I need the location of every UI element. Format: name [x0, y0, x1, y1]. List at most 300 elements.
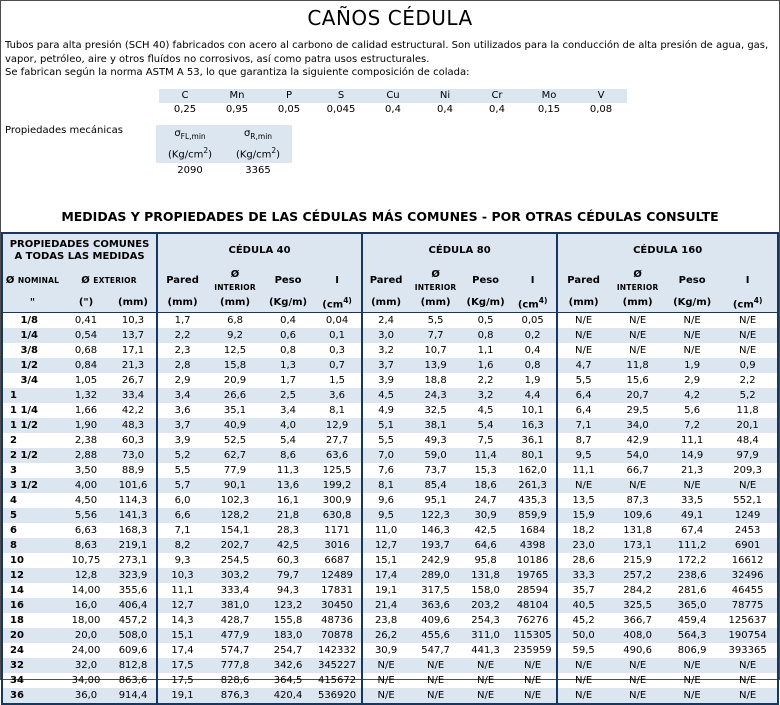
table-cell: N/E [666, 478, 718, 493]
table-cell: 1249 [718, 508, 778, 523]
table-cell: 12,7 [362, 538, 409, 553]
row-nominal-diameter: 18 [10, 615, 24, 627]
unit-inertia-prefix: (cm [517, 299, 539, 311]
table-cell: 0,4 [280, 315, 296, 327]
table-cell: 42,5 [263, 538, 313, 553]
table-row [2, 403, 778, 418]
table-cell: 10,3 [121, 315, 145, 327]
table-cell: 102,3 [220, 495, 250, 507]
table-cell: 131,8 [462, 568, 509, 583]
table-cell: 325,5 [609, 598, 666, 613]
table-cell: 547,7 [421, 645, 450, 657]
table-cell: 4,5 [477, 405, 494, 417]
table-cell: 859,9 [509, 508, 557, 523]
table-cell: 7,1 [157, 523, 207, 538]
table-cell: 20,9 [223, 375, 247, 387]
table-cell: N/E [557, 343, 609, 358]
table-cell: 6,63 [74, 525, 98, 537]
table-cell: 552,1 [733, 495, 762, 507]
table-cell: 2,88 [62, 448, 110, 463]
table-cell: 79,7 [263, 568, 313, 583]
table-cell: 48,3 [110, 418, 157, 433]
table-cell: 66,7 [626, 465, 649, 477]
unit-peso: (Kg/m) [462, 294, 509, 313]
table-cell: 209,3 [733, 465, 762, 477]
table-cell: 18,6 [462, 478, 509, 493]
table-row [2, 328, 778, 343]
table-cell: 257,2 [609, 568, 666, 583]
table-cell: 125637 [728, 615, 767, 627]
table-cell: 33,3 [557, 568, 609, 583]
table-cell: 168,3 [118, 525, 148, 537]
composition-element-header: C [159, 89, 211, 103]
table-cell: 193,7 [409, 538, 462, 553]
table-row [2, 478, 778, 493]
table-cell: 28594 [516, 585, 549, 597]
table-row [2, 493, 778, 508]
col-header-peso: Peso [666, 268, 718, 294]
table-cell: 59,0 [409, 448, 462, 463]
table-cell: N/E [362, 688, 409, 704]
table-cell: 73,7 [424, 465, 447, 477]
table-cell: N/E [739, 315, 757, 327]
table-cell: 15,8 [207, 358, 263, 373]
composition-element-header: Ni [419, 89, 471, 103]
table-cell: 0,7 [313, 358, 362, 373]
column-name-row [2, 268, 778, 294]
table-cell: 12489 [313, 568, 362, 583]
table-cell: 2,38 [74, 435, 98, 447]
table-cell: 20,0 [62, 628, 110, 643]
table-cell: 381,0 [207, 598, 263, 613]
table-cell: 10,7 [424, 345, 447, 357]
table-cell: N/E [609, 658, 666, 673]
table-row [2, 343, 778, 358]
table-cell: N/E [718, 688, 778, 704]
row-nominal-diameter: 34 [10, 675, 24, 687]
table-cell: 0,5 [477, 315, 494, 327]
table-cell: 15,6 [626, 375, 649, 387]
table-cell: 490,6 [623, 645, 652, 657]
table-cell: 70878 [313, 628, 362, 643]
table-cell: 2453 [734, 525, 761, 537]
table-cell: 128,2 [207, 508, 263, 523]
table-cell: 95,8 [474, 555, 497, 567]
composition-element-value: 0,4 [437, 104, 453, 115]
mechanical-value-row [156, 163, 292, 179]
table-cell: 42,9 [626, 435, 649, 447]
table-cell: 85,4 [409, 478, 462, 493]
table-cell: 32,0 [62, 658, 110, 673]
composition-element-header: Cr [471, 89, 523, 103]
table-cell: 8,7 [557, 433, 609, 448]
table-cell: N/E [462, 688, 509, 704]
row-nominal-diameter: 5 [2, 508, 62, 523]
diameter-qualifier: INTERIOR [616, 282, 659, 292]
mechanical-header-row [156, 125, 292, 163]
col-header-peso: Peso [462, 268, 509, 294]
table-cell: 158,0 [471, 585, 500, 597]
table-cell: 5,2 [157, 448, 207, 463]
table-cell: 0,6 [263, 328, 313, 343]
table-cell: 235959 [513, 645, 552, 657]
table-cell: 4,9 [362, 403, 409, 418]
table-cell: 4,2 [666, 388, 718, 403]
table-cell: N/E [362, 673, 409, 688]
table-cell: 172,2 [677, 555, 707, 567]
table-cell: 11,3 [276, 465, 300, 477]
row-nominal-diameter: 24 [10, 645, 24, 657]
table-cell: 142332 [317, 645, 357, 657]
table-cell: 1,66 [74, 405, 98, 417]
table-cell: 609,6 [118, 645, 148, 657]
table-cell: 12,7 [157, 598, 207, 613]
table-cell: 459,4 [677, 615, 707, 627]
table-row [2, 418, 778, 433]
table-cell: 0,68 [74, 345, 98, 357]
row-nominal-diameter: 1/2 [2, 358, 62, 373]
table-cell: 97,9 [718, 448, 778, 463]
table-cell: 13,6 [263, 478, 313, 493]
table-cell: 87,3 [626, 495, 649, 507]
composition-element-header: P [263, 89, 315, 103]
unit-pared: (mm) [157, 294, 207, 313]
table-cell: 26,7 [121, 375, 145, 387]
table-cell: 17831 [321, 585, 353, 597]
table-cell: N/E [718, 658, 778, 673]
table-cell: 7,5 [477, 435, 494, 447]
table-cell: 1,5 [329, 375, 345, 387]
main-table [1, 232, 779, 705]
table-cell: 333,4 [220, 585, 250, 597]
table-group-header: CÉDULA 80 [362, 233, 557, 268]
sigma-fl-min-unit: $(Kg/cm^2)$ [167, 145, 213, 160]
table-cell: 15,3 [474, 465, 497, 477]
table-cell: N/E [629, 315, 647, 327]
row-nominal-diameter: 3 1/2 [2, 478, 62, 493]
table-cell: 16,3 [509, 418, 557, 433]
table-cell: 154,1 [220, 525, 250, 537]
table-cell: 3,6 [313, 388, 362, 403]
row-nominal-diameter: 8 [2, 538, 62, 553]
table-cell: 63,6 [313, 448, 362, 463]
table-cell: 40,9 [207, 418, 263, 433]
table-cell: N/E [509, 688, 557, 704]
table-cell: 345227 [313, 658, 362, 673]
table-cell: 42,2 [121, 405, 145, 417]
table-cell: 508,0 [110, 628, 157, 643]
diameter-symbol: Ø [230, 268, 240, 280]
unit-exterior-in: (") [62, 294, 110, 313]
table-cell: 29,5 [626, 405, 649, 417]
row-nominal-diameter: 32 [2, 658, 62, 673]
table-cell: N/E [718, 478, 778, 493]
table-cell: 406,4 [110, 598, 157, 613]
table-cell: 242,9 [421, 555, 450, 567]
diameter-qualifier: INTERIOR [414, 282, 457, 292]
table-cell: 13,7 [110, 328, 157, 343]
table-cell: 3,2 [462, 388, 509, 403]
table-cell: N/E [476, 675, 495, 687]
unit-inertia [718, 294, 778, 313]
table-cell: 67,4 [680, 525, 704, 537]
table-cell: 2,2 [477, 375, 494, 387]
table-cell: 0,05 [521, 315, 544, 327]
row-nominal-diameter: 2 [10, 435, 17, 447]
row-nominal-diameter: 20 [2, 628, 62, 643]
table-row [2, 538, 778, 553]
table-cell: 828,6 [220, 675, 250, 687]
table-cell: 3,2 [362, 343, 409, 358]
table-cell: 3,7 [362, 358, 409, 373]
table-cell: 254,7 [273, 645, 303, 657]
unit-inertia-prefix: (cm [322, 299, 344, 311]
table-cell: 49,3 [424, 435, 447, 447]
table-cell: 42,5 [474, 525, 497, 537]
table-cell: 6,8 [227, 315, 243, 327]
col-header-interior [207, 268, 263, 294]
table-cell: 1,32 [62, 388, 110, 403]
table-cell: 6901 [718, 538, 778, 553]
table-cell: 435,3 [518, 495, 547, 507]
diameter-qualifier: NOMINAL [17, 276, 60, 286]
table-cell: 35,7 [557, 583, 609, 598]
table-cell: N/E [609, 328, 666, 343]
table-cell: 1,7 [157, 313, 207, 329]
table-cell: 455,6 [409, 628, 462, 643]
table-cell: 23,8 [362, 613, 409, 628]
table-cell: 199,2 [313, 478, 362, 493]
table-cell: 409,6 [421, 615, 450, 627]
table-cell: 311,0 [462, 628, 509, 643]
intro-paragraph-1: Tubos para alta presión (SCH 40) fabricados con acero al carbono de calidad estructural. Son utilizados para la conducción de alta presión de agua, gas, vapor, petróleo, aire y otros fluídos no corrosivos, así como patra usos estructurales. [5, 40, 769, 65]
table-cell: 303,2 [207, 568, 263, 583]
table-cell: 0,41 [74, 315, 98, 327]
table-cell: 78775 [718, 598, 778, 613]
table-cell: N/E [557, 328, 609, 343]
table-cell: 30450 [313, 598, 362, 613]
table-cell: 5,5 [157, 463, 207, 478]
table-cell: 254,5 [220, 555, 250, 567]
table-cell: 5,5 [427, 315, 444, 327]
table-cell: 12,8 [62, 568, 110, 583]
col-header-exterior [62, 268, 157, 294]
mechanical-properties-section [1, 125, 779, 179]
table-cell: 17,5 [157, 673, 207, 688]
table-cell: 914,4 [110, 688, 157, 704]
diameter-qualifier: INTERIOR [214, 282, 256, 292]
table-cell: 1,9 [666, 358, 718, 373]
table-row [2, 688, 778, 704]
table-cell: 27,7 [325, 435, 349, 447]
unit-pared: (mm) [362, 294, 409, 313]
table-cell: 3,7 [157, 418, 207, 433]
mechanical-properties-table [156, 125, 292, 179]
table-cell: 8,1 [329, 405, 345, 417]
row-nominal-diameter: 16 [2, 598, 62, 613]
table-cell: 10,1 [521, 405, 544, 417]
table-cell: 46455 [731, 585, 764, 597]
table-cell: 219,1 [110, 538, 157, 553]
table-cell: N/E [557, 688, 609, 704]
table-cell: 183,0 [263, 628, 313, 643]
table-row [2, 358, 778, 373]
table-cell: 141,3 [110, 508, 157, 523]
table-cell: 2,8 [157, 358, 207, 373]
table-cell: 95,1 [424, 495, 447, 507]
table-cell: 4,0 [263, 418, 313, 433]
column-unit-row [2, 294, 778, 313]
composition-element-value: 0,95 [225, 104, 249, 115]
table-cell: 777,8 [207, 658, 263, 673]
table-cell: 13,5 [557, 493, 609, 508]
table-cell: 162,0 [518, 465, 547, 477]
table-cell: 9,2 [207, 328, 263, 343]
table-cell: 50,0 [557, 628, 609, 643]
table-cell: 23,0 [557, 538, 609, 553]
composition-element-value: 0,25 [173, 104, 197, 115]
composition-element-value: 0,045 [326, 104, 356, 115]
col-header-inertia: I [313, 268, 362, 294]
table-cell: 48,4 [736, 435, 759, 447]
table-cell: 5,2 [718, 388, 778, 403]
diameter-qualifier: EXTERIOR [93, 276, 137, 286]
group-header-row [2, 233, 778, 268]
table-cell: N/E [629, 675, 647, 687]
table-cell: 238,6 [666, 568, 718, 583]
table-row [2, 643, 778, 658]
table-cell: 273,1 [118, 555, 148, 567]
table-cell: 26,6 [207, 388, 263, 403]
table-cell: 3,9 [362, 373, 409, 388]
table-cell: N/E [409, 658, 462, 673]
table-cell: 2,2 [739, 375, 756, 387]
table-cell: N/E [718, 328, 778, 343]
composition-element-header: S [315, 89, 367, 103]
row-nominal-diameter: 1 1/2 [2, 418, 62, 433]
table-cell: 1,9 [524, 375, 541, 387]
table-cell: 21,8 [263, 508, 313, 523]
table-cell: N/E [739, 345, 757, 357]
table-cell: 15,1 [362, 553, 409, 568]
table-cell: N/E [609, 478, 666, 493]
table-cell: N/E [426, 675, 445, 687]
table-cell: 4,5 [362, 388, 409, 403]
table-cell: 38,1 [409, 418, 462, 433]
table-cell: 5,5 [362, 433, 409, 448]
table-row [2, 373, 778, 388]
table-cell: 564,3 [666, 628, 718, 643]
table-row [2, 568, 778, 583]
table-cell: 323,9 [110, 568, 157, 583]
unit-pared: (mm) [557, 294, 609, 313]
table-cell: 202,7 [207, 538, 263, 553]
table-cell: 190754 [718, 628, 778, 643]
table-cell: 17,5 [157, 658, 207, 673]
table-cell: 20,1 [718, 418, 778, 433]
table-cell: 76276 [516, 615, 549, 627]
col-header-inertia: I [718, 268, 778, 294]
table-cell: 36,1 [521, 435, 544, 447]
table-cell: 77,9 [223, 465, 247, 477]
table-cell: 2,2 [157, 328, 207, 343]
table-cell: 8,2 [157, 538, 207, 553]
table-cell: 18,8 [424, 375, 447, 387]
table-cell: 0,8 [509, 358, 557, 373]
table-cell: 34,00 [71, 675, 101, 687]
table-cell: 0,9 [718, 358, 778, 373]
diameter-symbol: Ø [633, 268, 642, 280]
sigma-r-min-header [224, 125, 292, 163]
table-cell: 2,5 [263, 388, 313, 403]
table-cell: 415672 [317, 675, 357, 687]
table-cell: 32,5 [424, 405, 447, 417]
table-cell: N/E [557, 658, 609, 673]
table-cell: 90,1 [207, 478, 263, 493]
col-header-interior [609, 268, 666, 294]
unit-inertia [313, 294, 362, 313]
table-cell: 7,2 [666, 418, 718, 433]
table-cell: 5,6 [684, 405, 701, 417]
table-cell: 5,7 [157, 478, 207, 493]
table-cell: 111,2 [666, 538, 718, 553]
table-cell: 60,3 [276, 555, 300, 567]
table-cell: 1684 [519, 525, 546, 537]
table-cell: 3,0 [362, 328, 409, 343]
sigma-fl-min-value: 2090 [177, 164, 203, 176]
table-cell: 8,63 [62, 538, 110, 553]
table-cell: 1,6 [462, 358, 509, 373]
composition-element-header: Cu [367, 89, 419, 103]
table-cell: 5,4 [462, 418, 509, 433]
table-cell: N/E [462, 658, 509, 673]
table-cell: 317,5 [421, 585, 450, 597]
sigma-fl-min-symbol: $\sigma_{FL,min}$ [174, 127, 206, 141]
col-header-peso: Peso [263, 268, 313, 294]
table-cell: 48736 [321, 615, 353, 627]
table-cell: 1,90 [62, 418, 110, 433]
table-row [2, 433, 778, 448]
row-nominal-diameter: 3 [10, 465, 17, 477]
table-cell: 9,3 [157, 553, 207, 568]
row-nominal-diameter: 1 [2, 388, 62, 403]
table-cell: 3,50 [74, 465, 98, 477]
row-nominal-diameter: 3/8 [10, 345, 39, 357]
table-cell: 289,0 [409, 568, 462, 583]
table-cell: 19,1 [362, 583, 409, 598]
table-cell: 9,5 [362, 508, 409, 523]
col-header-pared: Pared [362, 268, 409, 294]
table-cell: 3,4 [280, 405, 296, 417]
table-row [2, 553, 778, 568]
table-row [2, 658, 778, 673]
table-cell: N/E [557, 478, 609, 493]
table-cell: 1171 [324, 525, 350, 537]
table-cell: 8,6 [263, 448, 313, 463]
table-cell: 54,0 [609, 448, 666, 463]
table-cell: 59,5 [557, 643, 609, 658]
table-cell: N/E [557, 673, 609, 688]
table-cell: 21,4 [362, 598, 409, 613]
table-cell: 408,0 [609, 628, 666, 643]
table-cell: 30,9 [462, 508, 509, 523]
table-cell: 9,5 [557, 448, 609, 463]
table-cell: 3,6 [157, 403, 207, 418]
table-cell: 7,7 [409, 328, 462, 343]
table-cell: 1,05 [74, 375, 98, 387]
table-cell: 48104 [509, 598, 557, 613]
table-cell: 630,8 [313, 508, 362, 523]
